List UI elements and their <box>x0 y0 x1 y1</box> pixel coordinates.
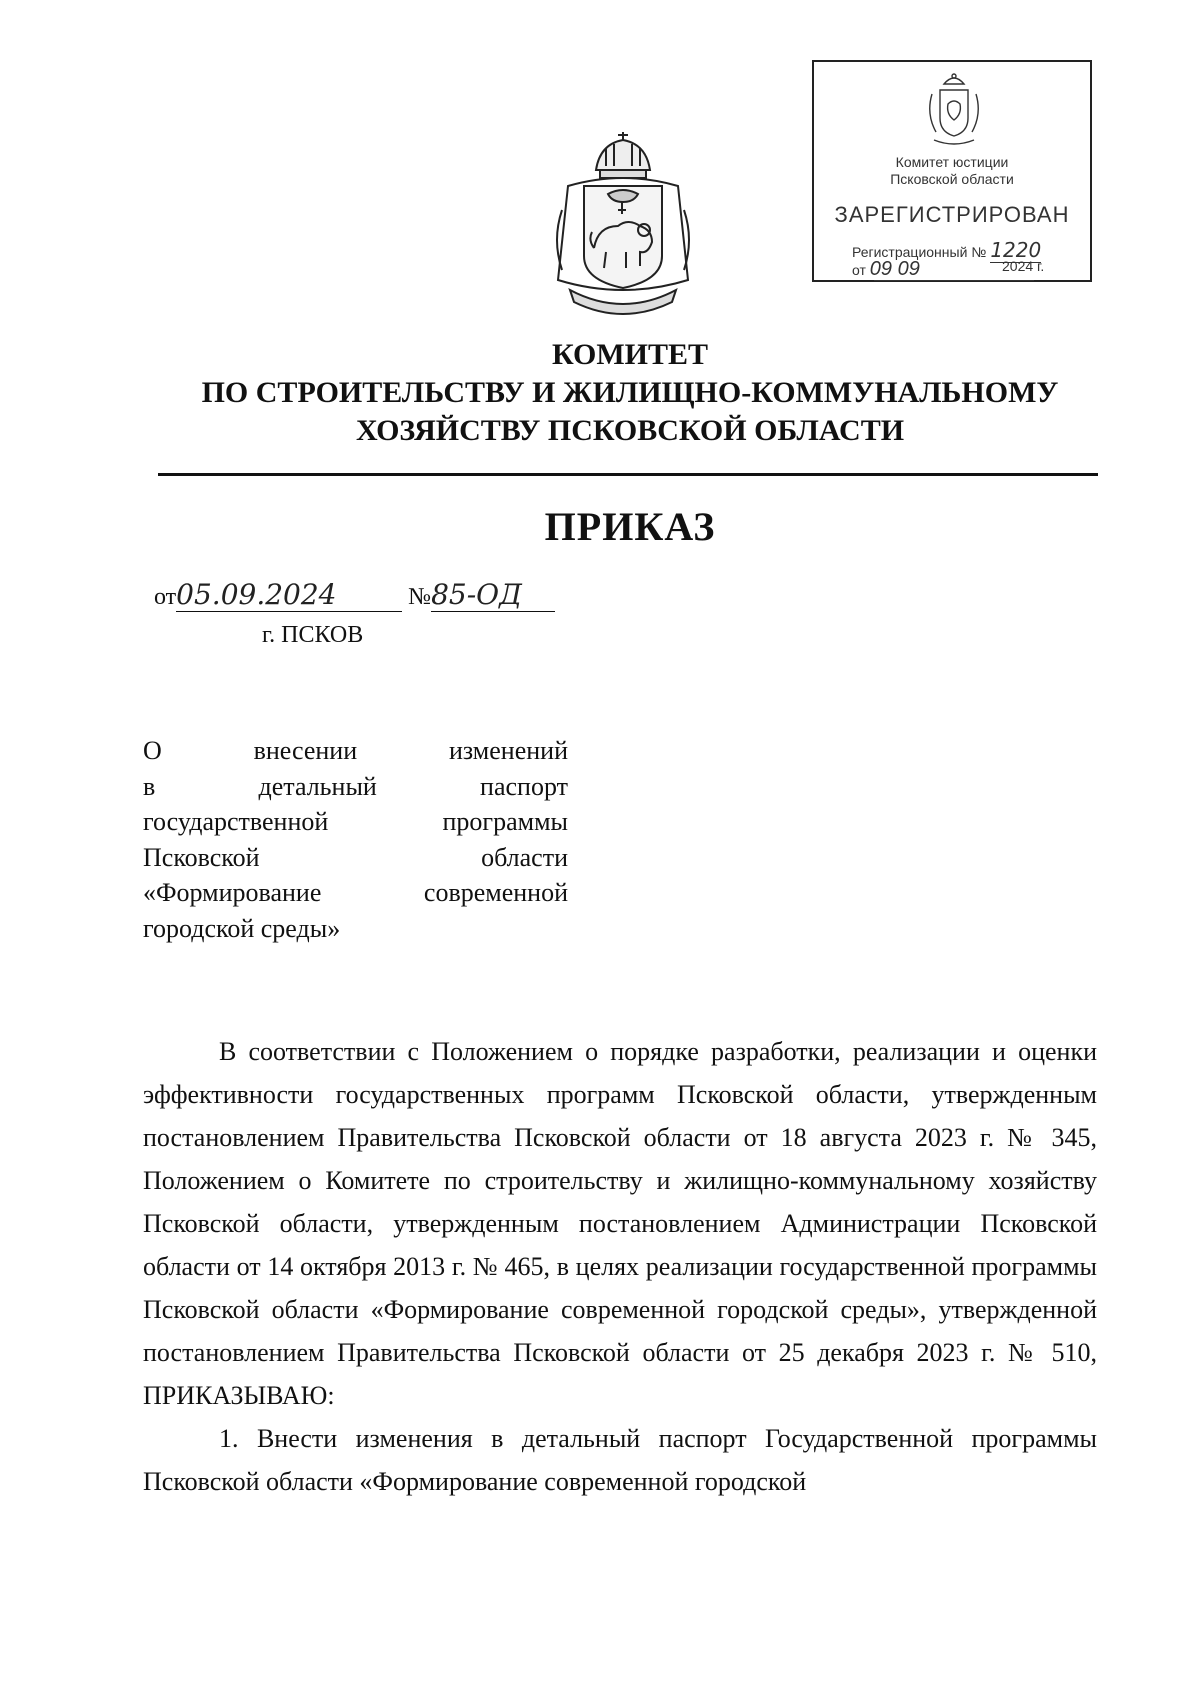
coat-of-arms-icon <box>548 130 698 320</box>
order-subject <box>143 733 568 946</box>
order-date-prefix: от <box>154 584 177 610</box>
stamp-year: 2024 г. <box>1002 258 1045 274</box>
body-paragraph-item-1: 1. Внести изменения в детальный паспорт Государственной программы Псковской области «Формирование современной городской <box>143 1424 1097 1496</box>
order-city: г. ПСКОВ <box>262 622 364 648</box>
order-date-number <box>154 578 555 612</box>
subject-line: «Формирование современной <box>143 878 568 907</box>
committee-line2: ПО СТРОИТЕЛЬСТВУ И ЖИЛИЩНО-КОММУНАЛЬНОМУ <box>201 376 1059 409</box>
stamp-date-value: 09 09 <box>869 258 920 280</box>
order-body <box>143 1030 1097 1503</box>
header-divider <box>158 473 1098 476</box>
subject-line: в детальный паспорт <box>143 771 568 801</box>
committee-line1: КОМИТЕТ <box>551 338 709 371</box>
stamp-org-line1: Комитет юстиции <box>895 154 1009 170</box>
order-number-prefix: № <box>408 584 432 610</box>
order-number: 85-ОД <box>431 578 555 612</box>
subject-line: государственной программы <box>143 807 568 836</box>
order-title: ПРИКАЗ <box>544 504 716 549</box>
subject-line: городской среды» <box>143 913 341 943</box>
stamp-organization <box>814 154 1090 188</box>
committee-name <box>0 336 1200 450</box>
committee-line3: ХОЗЯЙСТВУ ПСКОВСКОЙ ОБЛАСТИ <box>355 414 905 447</box>
subject-line: Псковской области <box>143 842 568 872</box>
stamp-reg-label: Регистрационный № <box>852 244 987 260</box>
stamp-date-prefix: от <box>852 262 866 278</box>
stamp-coat-of-arms-icon <box>922 70 986 150</box>
stamp-org-line2: Псковской области <box>890 171 1014 187</box>
order-date: 05.09.2024 <box>176 578 402 612</box>
stamp-date-underline <box>874 280 1034 281</box>
body-paragraph-preamble: В соответствии с Положением о порядке разработки, реализации и оценки эффективности государственных программ Псковской области, утвержденным постановлением Правительства Псковской области от 18 августа 2023 г. № 345, Положением о Комитете по строительству и жилищно-коммунальному хозяйству Псковской области, утвержденным постановлением Администрации Псковской области от 14 октября 2013 г. № 465, в целях реализации государственной программы Псковской области «Формирование современной городской среды», утвержденной постановлением Правительства Псковской области от 25 декабря 2023 г. № 510, ПРИКАЗЫВАЮ: <box>143 1037 1097 1410</box>
subject-line: О внесении изменений <box>143 736 568 765</box>
stamp-date <box>852 258 1062 281</box>
stamp-reg-number: 1220 <box>990 238 1042 262</box>
registration-stamp <box>812 60 1092 282</box>
stamp-status: ЗАРЕГИСТРИРОВАН <box>834 202 1070 227</box>
